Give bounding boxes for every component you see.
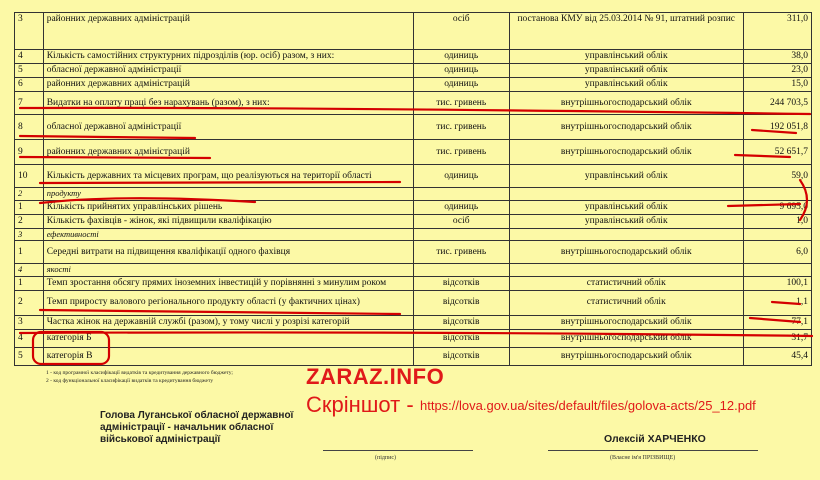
value: 244 703,5 <box>743 92 811 115</box>
row-number: 10 <box>15 165 44 188</box>
indicator-name: обласної державної адміністрації <box>43 115 413 140</box>
indicators-table <box>14 12 812 366</box>
value: 59,0 <box>743 165 811 188</box>
source: управлінський облік <box>509 214 743 228</box>
value: 45,4 <box>743 347 811 365</box>
unit: відсотків <box>413 315 509 329</box>
source: внутрішньогосподарський облік <box>509 329 743 347</box>
indicator-name: Темп зростання обсягу прямих іноземних інвестицій у порівнянні з минулим роком <box>43 276 413 290</box>
unit: тис. гривень <box>413 115 509 140</box>
unit: одиниць <box>413 50 509 64</box>
value: 38,0 <box>743 50 811 64</box>
row-number: 2 <box>15 188 44 201</box>
table-row <box>15 347 812 365</box>
name-caption: (Власне ім'я ПРІЗВИЩЕ) <box>610 455 676 461</box>
signatory-name: Олексій ХАРЧЕНКО <box>604 433 706 445</box>
footnote: 1 - код програмної класифікації видатків та кредитування державного бюджету; <box>46 370 233 376</box>
row-number: 3 <box>15 228 44 241</box>
section-row <box>15 264 812 277</box>
table-row <box>15 241 812 264</box>
table-row <box>15 200 812 214</box>
table-row <box>15 13 812 50</box>
row-number: 4 <box>15 329 44 347</box>
table-row <box>15 276 812 290</box>
row-number: 8 <box>15 115 44 140</box>
source: внутрішньогосподарський облік <box>509 115 743 140</box>
row-number: 9 <box>15 140 44 165</box>
source: внутрішньогосподарський облік <box>509 347 743 365</box>
value: 9 695,0 <box>743 200 811 214</box>
source: внутрішньогосподарський облік <box>509 140 743 165</box>
value: 311,0 <box>743 13 811 50</box>
signatory-position: Голова Луганської обласної державної адміністрації - начальник обласної військової адміністрації <box>100 410 294 445</box>
row-number: 5 <box>15 64 44 78</box>
section-row <box>15 228 812 241</box>
indicator-name: Кількість прийнятих управлінських рішень <box>43 200 413 214</box>
unit: осіб <box>413 13 509 50</box>
source: внутрішньогосподарський облік <box>509 315 743 329</box>
value: 23,0 <box>743 64 811 78</box>
value: 1,1 <box>743 290 811 315</box>
name-line <box>548 450 758 451</box>
row-number: 5 <box>15 347 44 365</box>
row-number: 1 <box>15 276 44 290</box>
row-number: 7 <box>15 92 44 115</box>
source: управлінський облік <box>509 64 743 78</box>
value: 52 651,7 <box>743 140 811 165</box>
indicator-name: Частка жінок на державній службі (разом), у тому числі у розрізі категорій <box>43 315 413 329</box>
unit: відсотків <box>413 329 509 347</box>
indicator-name: обласної державної адміністрації <box>43 64 413 78</box>
row-number: 1 <box>15 200 44 214</box>
row-number: 2 <box>15 214 44 228</box>
watermark-url: https://lova.gov.ua/sites/default/files/golova-acts/25_12.pdf <box>420 398 756 413</box>
table-row <box>15 214 812 228</box>
unit: тис. гривень <box>413 140 509 165</box>
signature-line <box>323 450 473 451</box>
indicator-name: категорія Б <box>43 329 413 347</box>
unit: відсотків <box>413 290 509 315</box>
indicator-name: Кількість фахівців - жінок, які підвищили кваліфікацію <box>43 214 413 228</box>
source: управлінський облік <box>509 165 743 188</box>
value: 31,7 <box>743 329 811 347</box>
unit: відсотків <box>413 347 509 365</box>
watermark-label: Скріншот - <box>306 392 414 417</box>
value: 100,1 <box>743 276 811 290</box>
section-title: якості <box>43 264 413 277</box>
source: управлінський облік <box>509 50 743 64</box>
row-number: 3 <box>15 315 44 329</box>
indicator-name: Кількість державних та місцевих програм, що реалізуються на території області <box>43 165 413 188</box>
value: 77,1 <box>743 315 811 329</box>
indicator-name: категорія В <box>43 347 413 365</box>
value: 192 051,8 <box>743 115 811 140</box>
section-title: ефективності <box>43 228 413 241</box>
value: 6,0 <box>743 241 811 264</box>
unit: тис. гривень <box>413 92 509 115</box>
unit: одиниць <box>413 64 509 78</box>
unit: одиниць <box>413 165 509 188</box>
row-number: 4 <box>15 50 44 64</box>
indicator-name: Видатки на оплату праці без нарахувань (разом), з них: <box>43 92 413 115</box>
value: 15,0 <box>743 78 811 92</box>
source: статистичний облік <box>509 290 743 315</box>
row-number: 2 <box>15 290 44 315</box>
indicator-name: Кількість самостійних структурних підрозділів (юр. осіб) разом, з них: <box>43 50 413 64</box>
indicator-name: Середні витрати на підвищення кваліфікації одного фахівця <box>43 241 413 264</box>
row-number: 3 <box>15 13 44 50</box>
unit: одиниць <box>413 78 509 92</box>
indicator-name: районних державних адміністрацій <box>43 13 413 50</box>
indicator-name: районних державних адміністрацій <box>43 78 413 92</box>
section-title: продукту <box>43 188 413 201</box>
source: управлінський облік <box>509 200 743 214</box>
unit: тис. гривень <box>413 241 509 264</box>
table-row <box>15 329 812 347</box>
table-row <box>15 315 812 329</box>
source: внутрішньогосподарський облік <box>509 241 743 264</box>
source: управлінський облік <box>509 78 743 92</box>
table-row <box>15 64 812 78</box>
row-number: 4 <box>15 264 44 277</box>
table-row <box>15 165 812 188</box>
table-row <box>15 290 812 315</box>
table-row <box>15 50 812 64</box>
source: статистичний облік <box>509 276 743 290</box>
table-row <box>15 140 812 165</box>
unit: осіб <box>413 214 509 228</box>
unit: відсотків <box>413 276 509 290</box>
table-row <box>15 115 812 140</box>
watermark-site: ZARAZ.INFO <box>306 364 445 389</box>
table-row <box>15 92 812 115</box>
source: постанова КМУ від 25.03.2014 № 91, штатний розпис <box>509 13 743 50</box>
signature-caption: (підпис) <box>375 455 397 461</box>
value: 1,0 <box>743 214 811 228</box>
table-row <box>15 78 812 92</box>
indicator-name: Темп приросту валового регіонального продукту області (у фактичних цінах) <box>43 290 413 315</box>
indicator-name: районних державних адміністрацій <box>43 140 413 165</box>
section-row <box>15 188 812 201</box>
footnote: 2 - код функціональної класифікації видатків та кредитування бюджету <box>46 378 214 384</box>
row-number: 1 <box>15 241 44 264</box>
unit: одиниць <box>413 200 509 214</box>
source: внутрішньогосподарський облік <box>509 92 743 115</box>
row-number: 6 <box>15 78 44 92</box>
